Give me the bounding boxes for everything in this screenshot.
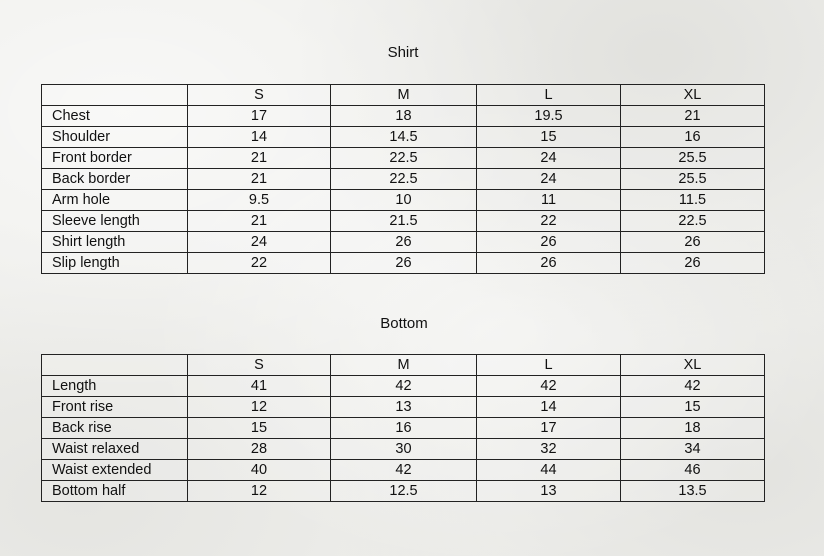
table-cell: 26: [477, 232, 621, 253]
header-cell: S: [188, 85, 331, 106]
table-cell: 22.5: [621, 211, 765, 232]
header-cell: M: [331, 85, 477, 106]
table-cell: 30: [331, 439, 477, 460]
table-row: [42, 376, 765, 397]
table-row: [42, 232, 765, 253]
row-label: Shirt length: [42, 232, 188, 253]
header-cell: XL: [621, 355, 765, 376]
table-cell: 14: [477, 397, 621, 418]
table-row: [42, 190, 765, 211]
table-cell: 25.5: [621, 148, 765, 169]
table-cell: 13: [477, 481, 621, 502]
table-cell: 19.5: [477, 106, 621, 127]
table-header-row: [42, 85, 765, 106]
row-label: Back border: [42, 169, 188, 190]
table-cell: 21.5: [331, 211, 477, 232]
table-cell: 17: [477, 418, 621, 439]
table-row: [42, 148, 765, 169]
table-row: [42, 169, 765, 190]
table-cell: 22: [477, 211, 621, 232]
table-cell: 42: [331, 460, 477, 481]
table-cell: 13.5: [621, 481, 765, 502]
table-row: [42, 460, 765, 481]
header-cell: L: [477, 355, 621, 376]
shirt-size-table: [41, 84, 765, 274]
table-cell: 34: [621, 439, 765, 460]
table-cell: 22.5: [331, 169, 477, 190]
row-label: Slip length: [42, 253, 188, 274]
table-cell: 10: [331, 190, 477, 211]
table-cell: 24: [477, 169, 621, 190]
row-label: Front border: [42, 148, 188, 169]
table-cell: 15: [477, 127, 621, 148]
table-cell: 13: [331, 397, 477, 418]
table-row: [42, 127, 765, 148]
table-row: [42, 106, 765, 127]
table-row: [42, 481, 765, 502]
header-cell: [42, 85, 188, 106]
table-cell: 44: [477, 460, 621, 481]
table-cell: 26: [331, 253, 477, 274]
table-cell: 11: [477, 190, 621, 211]
table-cell: 9.5: [188, 190, 331, 211]
table-cell: 12: [188, 397, 331, 418]
table-cell: 16: [331, 418, 477, 439]
table-cell: 18: [331, 106, 477, 127]
row-label: Sleeve length: [42, 211, 188, 232]
row-label: Waist extended: [42, 460, 188, 481]
table-cell: 26: [621, 253, 765, 274]
table-cell: 14.5: [331, 127, 477, 148]
table-row: [42, 418, 765, 439]
table-cell: 12: [188, 481, 331, 502]
table-cell: 46: [621, 460, 765, 481]
table-cell: 26: [621, 232, 765, 253]
table-cell: 14: [188, 127, 331, 148]
table-cell: 21: [188, 211, 331, 232]
table-cell: 11.5: [621, 190, 765, 211]
row-label: Bottom half: [42, 481, 188, 502]
header-cell: [42, 355, 188, 376]
table-cell: 18: [621, 418, 765, 439]
table-cell: 25.5: [621, 169, 765, 190]
table-cell: 26: [331, 232, 477, 253]
table-row: [42, 439, 765, 460]
table-cell: 16: [621, 127, 765, 148]
table-row: [42, 211, 765, 232]
table-header-row: [42, 355, 765, 376]
table-cell: 42: [477, 376, 621, 397]
row-label: Waist relaxed: [42, 439, 188, 460]
bottom-section-title: Bottom: [380, 315, 428, 332]
table-cell: 21: [188, 169, 331, 190]
table-cell: 15: [621, 397, 765, 418]
table-cell: 42: [621, 376, 765, 397]
table-cell: 21: [621, 106, 765, 127]
table-cell: 12.5: [331, 481, 477, 502]
shirt-section-title: Shirt: [387, 44, 419, 61]
bottom-size-table: [41, 354, 765, 502]
table-cell: 17: [188, 106, 331, 127]
table-cell: 26: [477, 253, 621, 274]
table-row: [42, 397, 765, 418]
row-label: Chest: [42, 106, 188, 127]
header-cell: S: [188, 355, 331, 376]
table-row: [42, 253, 765, 274]
table-cell: 41: [188, 376, 331, 397]
table-cell: 24: [188, 232, 331, 253]
row-label: Arm hole: [42, 190, 188, 211]
row-label: Length: [42, 376, 188, 397]
table-cell: 40: [188, 460, 331, 481]
table-cell: 28: [188, 439, 331, 460]
row-label: Front rise: [42, 397, 188, 418]
table-cell: 22.5: [331, 148, 477, 169]
table-cell: 24: [477, 148, 621, 169]
header-cell: XL: [621, 85, 765, 106]
table-cell: 21: [188, 148, 331, 169]
table-cell: 42: [331, 376, 477, 397]
table-cell: 15: [188, 418, 331, 439]
table-cell: 22: [188, 253, 331, 274]
table-cell: 32: [477, 439, 621, 460]
header-cell: L: [477, 85, 621, 106]
row-label: Shoulder: [42, 127, 188, 148]
row-label: Back rise: [42, 418, 188, 439]
header-cell: M: [331, 355, 477, 376]
